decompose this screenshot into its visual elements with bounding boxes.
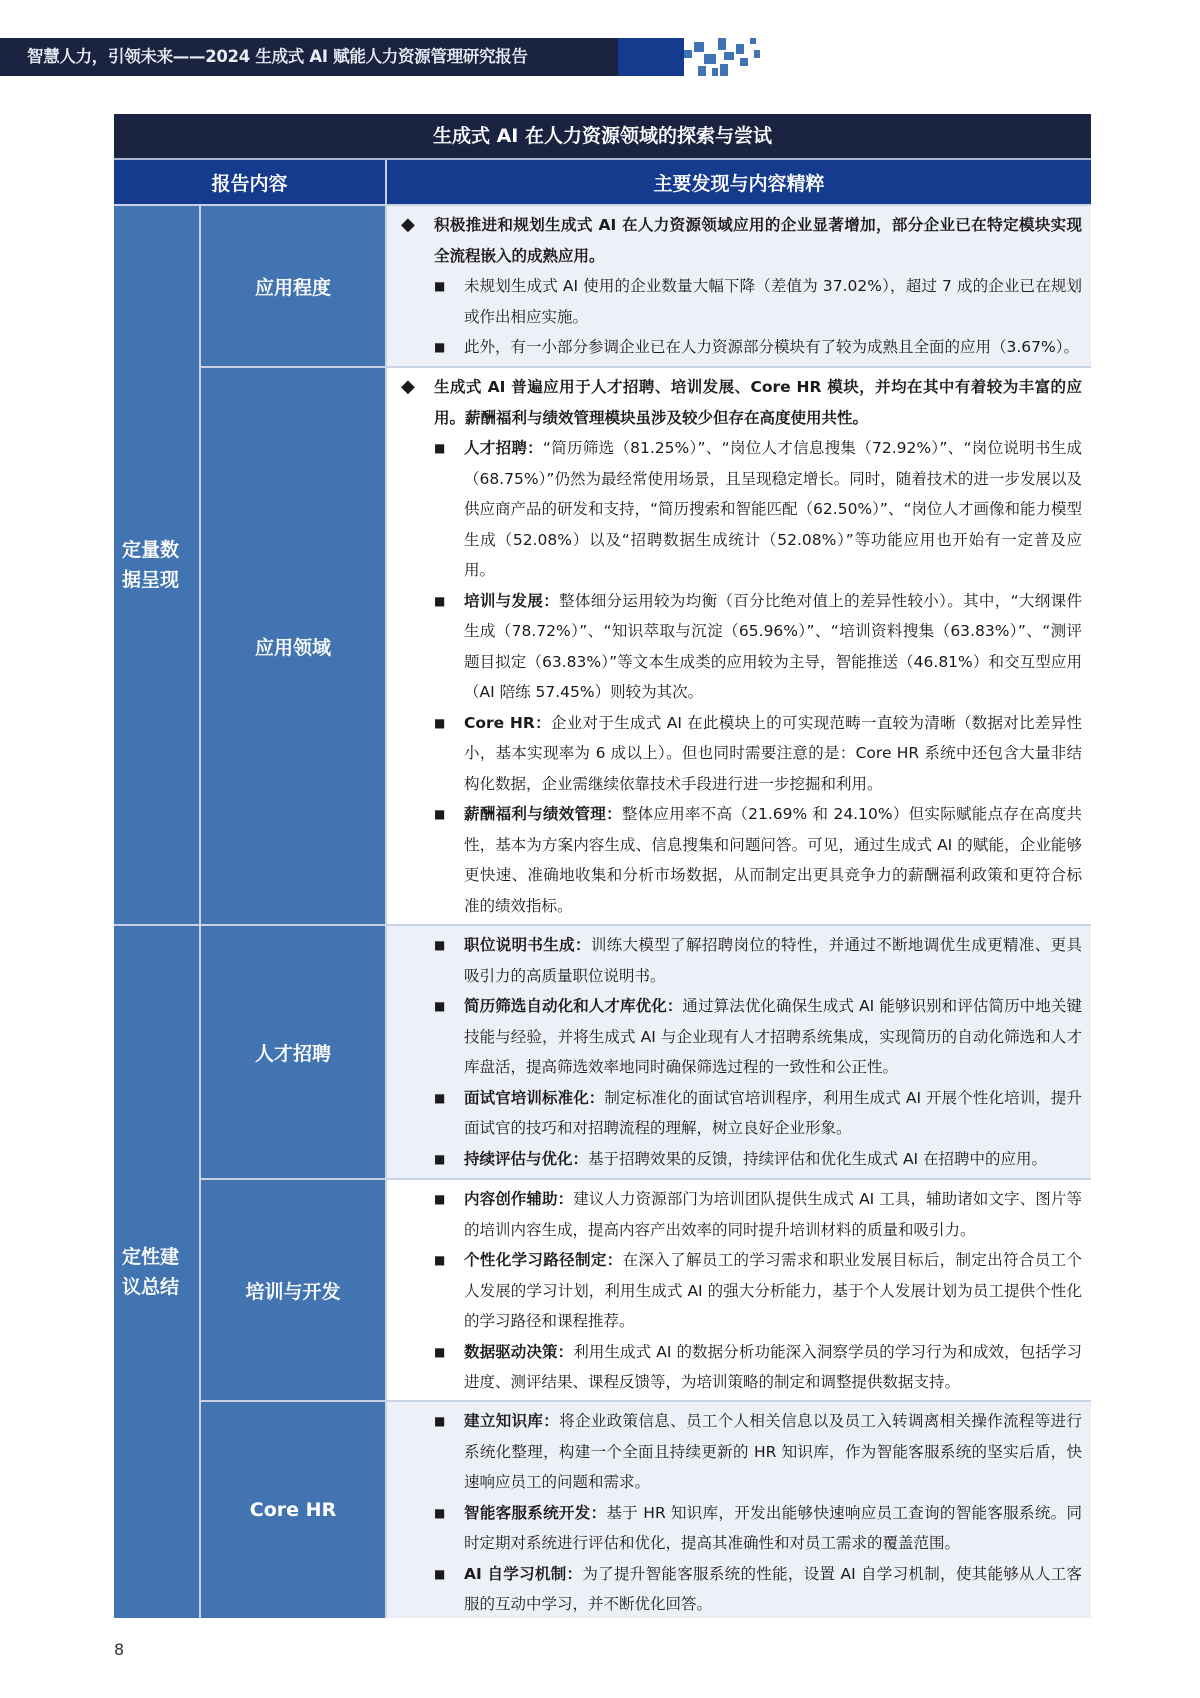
dot-icon: ■ bbox=[434, 1505, 446, 1520]
row-label: 应用程度 bbox=[201, 206, 387, 366]
page-number: 8 bbox=[114, 1640, 125, 1659]
group-label: 定量数据呈现 bbox=[114, 206, 201, 924]
column-header-report-content: 报告内容 bbox=[114, 160, 387, 204]
dot-icon: ■ bbox=[434, 715, 446, 730]
row-label: 应用领域 bbox=[201, 368, 387, 924]
table-title: 生成式 AI 在人力资源领域的探索与尝试 bbox=[114, 114, 1091, 158]
dot-icon: ■ bbox=[434, 340, 446, 354]
group-quantitative bbox=[114, 204, 1091, 924]
table-row bbox=[201, 366, 1091, 924]
row-label: 培训与开发 bbox=[201, 1180, 387, 1400]
dot-icon: ■ bbox=[434, 1253, 446, 1267]
row-label: Core HR bbox=[201, 1402, 387, 1618]
dot-icon: ■ bbox=[434, 1151, 446, 1166]
dot-icon: ■ bbox=[434, 593, 446, 608]
dot-icon: ■ bbox=[434, 279, 446, 293]
dot-icon: ■ bbox=[434, 1192, 446, 1206]
table-row bbox=[201, 206, 1091, 366]
row-label: 人才招聘 bbox=[201, 926, 387, 1178]
diamond-icon: ◆ bbox=[401, 376, 415, 397]
row-content: ■ 建立知识库：将企业政策信息、员工个人相关信息以及员工入转调离相关操作流程等进行系统化整理，构建一个全面且持续更新的 HR 知识库，作为智能客服系统的坚实后盾，快速响应员工的问题和需求。 ■ 智能客服系统开发：基于 HR 知识库，开发出能够快速响应员工查询的智能客服系统。同时定期对系统进行评估和优化，提高其准确性和对员工需求的覆盖范围。 ■ AI 自学习机制：为了提升智能客服系统的性能，设置 AI 自学习机制，使其能够从人工客服的互动中学习，并不断优化回答。 bbox=[387, 1402, 1091, 1618]
row-content: ■ 职位说明书生成：训练大模型了解招聘岗位的特性，并通过不断地调优生成更精准、更具吸引力的高质量职位说明书。 ■ 简历筛选自动化和人才库优化：通过算法优化确保生成式 AI 能够识别和评估简历中地关键技能与经验，并将生成式 AI 与企业现有人才招聘系统集成，实现简历的自动化筛选和人才库盘活，提高筛选效率地同时确保筛选过程的一致性和公正性。 ■ 面试官培训标准化：制定标准化的面试官培训程序，利用生成式 AI 开展个性化培训，提升面试官的技巧和对招聘流程的理解，树立良好企业形象。 ■ 持续评估与优化：基于招聘效果的反馈，持续评估和优化生成式 AI 在招聘中的应用。 bbox=[387, 926, 1091, 1178]
table-row bbox=[201, 926, 1091, 1178]
row-content: ◆ 积极推进和规划生成式 AI 在人力资源领域应用的企业显著增加，部分企业已在特定模块实现全流程嵌入的成熟应用。 ■ 未规划生成式 AI 使用的企业数量大幅下降（差值为 37.02%），超过 7 成的企业已在规划或作出相应实施。 ■ 此外，有一小部分参调企业已在人力资源部分模块有了较为成熟且全面的应用（3.67%）。 bbox=[387, 206, 1091, 366]
diamond-icon: ◆ bbox=[401, 214, 415, 235]
header-accent-block bbox=[618, 38, 684, 76]
pixel-pattern-decoration bbox=[684, 38, 780, 76]
dot-icon: ■ bbox=[434, 938, 446, 952]
table-row bbox=[201, 1178, 1091, 1400]
dot-icon: ■ bbox=[434, 807, 446, 821]
exploration-table bbox=[114, 114, 1091, 1618]
group-label: 定性建议总结 bbox=[114, 926, 201, 1618]
row-content: ■ 内容创作辅助：建议人力资源部门为培训团队提供生成式 AI 工具，辅助诸如文字、图片等的培训内容生成，提高内容产出效率的同时提升培训材料的质量和吸引力。 ■ 个性化学习路径制定：在深入了解员工的学习需求和职业发展目标后，制定出符合员工个人发展的学习计划，利用生成式 AI 的强大分析能力，基于个人发展计划为员工提供个性化的学习路径和课程推荐。 ■ 数据驱动决策：利用生成式 AI 的数据分析功能深入洞察学员的学习行为和成效，包括学习进度、测评结果、课程反馈等，为培训策略的制定和调整提供数据支持。 bbox=[387, 1180, 1091, 1400]
report-header-title: 智慧人力，引领未来——2024 生成式 AI 赋能人力资源管理研究报告 bbox=[0, 38, 618, 76]
dot-icon: ■ bbox=[434, 999, 446, 1013]
column-header-main-findings: 主要发现与内容精粹 bbox=[653, 172, 825, 195]
row-content: ◆ 生成式 AI 普遍应用于人才招聘、培训发展、Core HR 模块，并均在其中有着较为丰富的应用。薪酬福利与绩效管理模块虽涉及较少但存在高度使用共性。 ■ 人才招聘：“简历筛选（81.25%）”、“岗位人才信息搜集（72.92%）”、“岗位说明书生成（68.75%）”仍然为最经常使用场景，且呈现稳定增长。同时，随着技术的进一步发展以及供应商产品的研发和支持，“简历搜索和智能匹配（62.50%）”、“岗位人才画像和能力模型生成（52.08%）以及“招聘数据生成统计（52.08%）”等功能应用也开始有一定普及应用。 ■ 培训与发展：整体细分运用较为均衡（百分比绝对值上的差异性较小）。其中，“大纲课件生成（78.72%）”、“知识萃取与沉淀（65.96%）”、“培训资料搜集（63.83%）”、“测评题目拟定（63.83%）”等文本生成类的应用较为主导，智能推送（46.81%）和交互型应用（AI 陪练 57.45%）则较为其次。 ■ Core HR：企业对于生成式 AI 在此模块上的可实现范畴一直较为清晰（数据对比差异性小，基本实现率为 6 成以上）。但也同时需要注意的是：Core HR 系统中还包含大量非结构化数据，企业需继续依靠技术手段进行进一步挖掘和利用。 ■ 薪酬福利与绩效管理：整体应用率不高（21.69% 和 24.10%）但实际赋能点存在高度共性，基本为方案内容生成、信息搜集和问题问答。可见，通过生成式 AI 的赋能，企业能够更快速、准确地收集和分析市场数据，从而制定出更具竞争力的薪酬福利政策和更符合标准的绩效指标。 bbox=[387, 368, 1091, 924]
dot-icon: ■ bbox=[434, 1566, 446, 1581]
dot-icon: ■ bbox=[434, 1414, 446, 1428]
group-qualitative bbox=[114, 924, 1091, 1618]
dot-icon: ■ bbox=[434, 1344, 446, 1359]
dot-icon: ■ bbox=[434, 441, 446, 455]
table-row bbox=[201, 1400, 1091, 1618]
dot-icon: ■ bbox=[434, 1090, 446, 1105]
table-header-row bbox=[114, 158, 1091, 204]
